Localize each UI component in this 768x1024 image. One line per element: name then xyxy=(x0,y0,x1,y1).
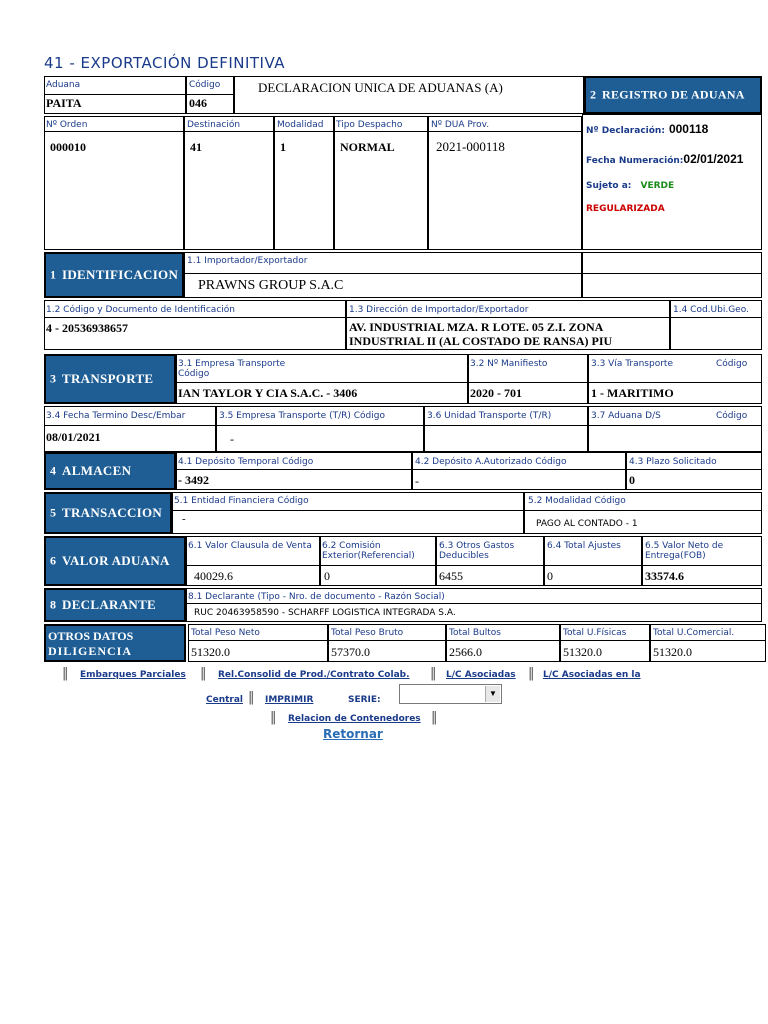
link-separator: ‖ xyxy=(270,710,277,725)
declarante-num: 8 xyxy=(50,597,56,612)
dir-line2: INDUSTRIAL II (AL COSTADO DE RANSA) PIU xyxy=(349,334,613,348)
sujeto xyxy=(586,181,674,191)
transaccion-title: TRANSACCION xyxy=(62,505,163,520)
empresa-label: 3.1 Empresa Transporte xyxy=(178,359,286,369)
modalidad-label: Modalidad xyxy=(277,120,324,130)
neto-label: 6.5 Valor Neto de Entrega(FOB) xyxy=(645,541,724,561)
lc-central-link[interactable]: L/C Asociadas en la xyxy=(543,670,641,680)
transaccion-num: 5 xyxy=(50,505,56,520)
orden-value: 000010 xyxy=(50,140,86,154)
sujeto-label: Sujeto a: xyxy=(586,181,632,191)
transporte-num: 3 xyxy=(50,371,56,386)
doc-label: 1.2 Código y Documento de Identificación xyxy=(46,305,235,315)
dua-cell xyxy=(428,116,582,250)
fecha-numeracion xyxy=(586,150,743,168)
aduana-value: PAITA xyxy=(46,96,82,110)
ubigeo-label: 1.4 Cod.Ubi.Geo. xyxy=(673,305,749,315)
identificacion-num: 1 xyxy=(50,267,56,282)
ajustes-label: 6.4 Total Ajustes xyxy=(547,541,621,551)
neto-value: 33574.6 xyxy=(645,569,684,583)
comercial-label: Total U.Comercial. xyxy=(653,628,735,638)
contenedores-link[interactable]: Relacion de Contenedores xyxy=(288,714,421,724)
destinacion-value: 41 xyxy=(190,140,202,154)
registro-num: 2 xyxy=(590,87,596,102)
entidad-value: - xyxy=(182,513,186,525)
destinacion-cell xyxy=(184,116,274,250)
plazo-label: 4.3 Plazo Solicitado xyxy=(629,457,717,467)
link-separator: ‖ xyxy=(430,666,437,681)
via-codigo-label: Código xyxy=(716,359,748,369)
comision-value: 0 xyxy=(324,569,330,583)
consolid-link[interactable]: Rel.Consolid de Prod./Contrato Colab. xyxy=(218,670,410,680)
autorizado-label: 4.2 Depósito A.Autorizado Código xyxy=(415,457,567,467)
declarante-value: RUC 20463958590 - SCHARFF LOGISTICA INTEGRADA S.A. xyxy=(194,608,456,618)
codigo-label: Código xyxy=(189,80,221,90)
link-separator: ‖ xyxy=(200,666,207,681)
autorizado-value: - xyxy=(415,474,419,488)
manifiesto-value: 2020 - 701 xyxy=(470,386,522,400)
deposito-label: 4.1 Depósito Temporal Código xyxy=(178,457,314,467)
modalidad-cell xyxy=(274,116,334,250)
unidad-label: 3.6 Unidad Transporte (T/R) xyxy=(427,411,552,421)
peso-bruto-value: 57370.0 xyxy=(331,645,370,659)
section-transaccion xyxy=(44,492,172,534)
almacen-title: ALMACEN xyxy=(62,463,132,478)
tipo-value: NORMAL xyxy=(340,140,395,154)
importador-value: PRAWNS GROUP S.A.C xyxy=(198,278,344,293)
serie-select[interactable] xyxy=(399,684,502,704)
clausula-label: 6.1 Valor Clausula de Venta xyxy=(188,541,312,551)
importador-extra-cell xyxy=(582,252,762,298)
link-separator: ‖ xyxy=(528,666,535,681)
dir-label: 1.3 Dirección de Importador/Exportador xyxy=(349,305,529,315)
transporte-title: TRANSPORTE xyxy=(62,371,154,386)
otros-datos-title-line2: DILIGENCIA xyxy=(48,644,133,658)
valor-aduana-title: VALOR ADUANA xyxy=(62,553,170,568)
destinacion-label: Destinación xyxy=(187,120,241,130)
importador-label: 1.1 Importador/Exportador xyxy=(187,256,308,266)
via-label: 3.3 Vía Transporte xyxy=(591,359,673,369)
almacen-num: 4 xyxy=(50,463,56,478)
imprimir-link[interactable]: IMPRIMIR xyxy=(265,695,314,705)
estado-badge: REGULARIZADA xyxy=(586,204,665,214)
fecha-label: Fecha Numeración: xyxy=(586,156,684,166)
empresa-tr-value: - xyxy=(230,432,234,446)
section-almacen xyxy=(44,452,176,490)
modalidad-pago-value: PAGO AL CONTADO - 1 xyxy=(536,519,638,529)
orden-cell xyxy=(44,116,184,250)
plazo-value: 0 xyxy=(629,473,635,487)
codigo-value: 046 xyxy=(189,96,207,110)
manifiesto-label: 3.2 Nº Manifiesto xyxy=(470,359,548,369)
peso-neto-value: 51320.0 xyxy=(191,645,230,659)
modalidad-pago-label: 5.2 Modalidad Código xyxy=(528,496,626,506)
peso-bruto-label: Total Peso Bruto xyxy=(331,628,404,638)
link-separator: ‖ xyxy=(248,690,255,705)
section-valor-aduana xyxy=(44,536,186,586)
lc-central-link-cont[interactable]: Central xyxy=(206,695,244,705)
empresa-value: IAN TAYLOR Y CIA S.A.C. - 3406 xyxy=(178,386,358,400)
dua-label: Nº DUA Prov. xyxy=(431,120,490,130)
aduana-ds-label: 3.7 Aduana D/S xyxy=(591,411,661,421)
fecha-value: 02/01/2021 xyxy=(683,152,744,166)
entidad-label: 5.1 Entidad Financiera Código xyxy=(174,496,309,506)
link-separator: ‖ xyxy=(431,710,438,725)
section-identificacion xyxy=(44,252,184,298)
bultos-label: Total Bultos xyxy=(449,628,501,638)
orden-label: Nº Orden xyxy=(46,120,88,130)
section-otros-datos xyxy=(44,624,186,662)
tipo-label: Tipo Despacho xyxy=(336,120,403,130)
declaracion-label: Nº Declaración: xyxy=(586,126,665,136)
registro-label: REGISTRO DE ADUANA xyxy=(602,87,745,102)
fisicas-value: 51320.0 xyxy=(563,645,602,659)
dir-line1: AV. INDUSTRIAL MZA. R LOTE. 05 Z.I. ZONA xyxy=(349,320,604,334)
page-title: 41 - EXPORTACIÓN DEFINITIVA xyxy=(44,54,286,72)
link-separator: ‖ xyxy=(62,666,69,681)
modalidad-value: 1 xyxy=(280,140,286,154)
declaracion-value: 000118 xyxy=(668,122,709,136)
identificacion-title: IDENTIFICACION xyxy=(62,267,179,282)
declaracion-title: DECLARACION UNICA DE ADUANAS (A) xyxy=(258,80,503,95)
fecha-desc-value: 08/01/2021 xyxy=(46,430,101,444)
declarante-title: DECLARANTE xyxy=(62,597,157,612)
embarques-parciales-link[interactable]: Embarques Parciales xyxy=(80,670,186,680)
doc-value: 4 - 20536938657 xyxy=(46,321,128,335)
dua-value: 2021-000118 xyxy=(436,139,505,154)
valor-aduana-num: 6 xyxy=(50,553,56,568)
lc-asociadas-link[interactable]: L/C Asociadas xyxy=(446,670,516,680)
empresa-codigo-label: Código xyxy=(178,369,210,379)
sujeto-value: VERDE xyxy=(640,181,675,191)
fisicas-label: Total U.Físicas xyxy=(563,628,627,638)
tipo-cell xyxy=(334,116,428,250)
comision-label: 6.2 Comisión Exterior(Referencial) xyxy=(322,541,415,561)
nro-declaracion xyxy=(586,120,708,138)
deposito-value: - 3492 xyxy=(178,473,209,487)
aduana-label: Aduana xyxy=(46,80,81,90)
section-transporte xyxy=(44,354,176,404)
via-value: 1 - MARITIMO xyxy=(591,386,674,400)
chevron-down-icon: ▼ xyxy=(485,686,500,702)
retornar-link[interactable]: Retornar xyxy=(323,727,383,741)
section-declarante xyxy=(44,588,186,622)
ajustes-value: 0 xyxy=(547,569,553,583)
peso-neto-label: Total Peso Neto xyxy=(191,628,260,638)
fecha-desc-label: 3.4 Fecha Termino Desc/Embar xyxy=(46,411,186,421)
clausula-value: 40029.6 xyxy=(194,569,233,583)
registro-aduana-header xyxy=(584,76,762,114)
bultos-value: 2566.0 xyxy=(449,645,482,659)
comercial-value: 51320.0 xyxy=(653,645,692,659)
aduana-ds-codigo-label: Código xyxy=(716,411,748,421)
serie-label: SERIE: xyxy=(348,695,381,705)
otros-datos-title-line1: OTROS DATOS xyxy=(48,629,134,643)
gastos-value: 6455 xyxy=(439,569,463,583)
empresa-tr-label: 3.5 Empresa Transporte (T/R) Código xyxy=(219,411,385,421)
declarante-label: 8.1 Declarante (Tipo - Nro. de documento - Razón Social) xyxy=(188,592,445,602)
gastos-label: 6.3 Otros Gastos Deducibles xyxy=(439,541,515,561)
